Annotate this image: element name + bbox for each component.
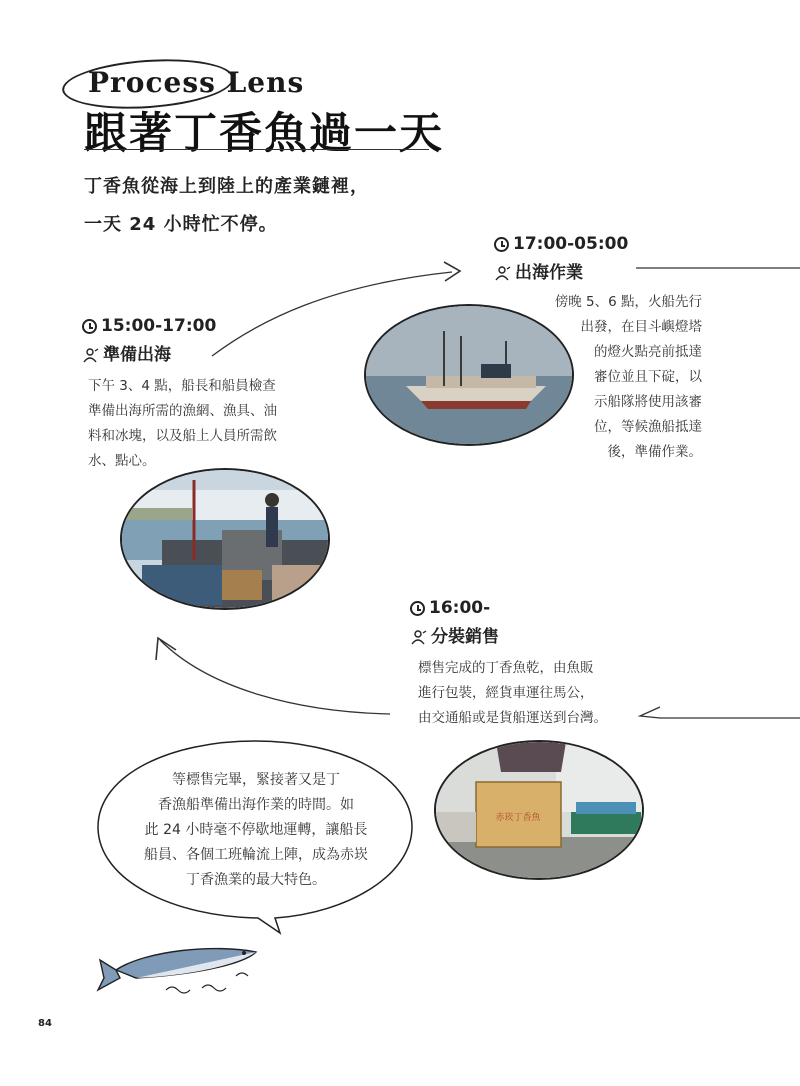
worker-icon <box>494 266 511 281</box>
lead-line-1: 丁香魚從海上到陸上的產業鏈裡， <box>84 176 369 197</box>
step-2-time: 17:00-05:00 <box>494 234 628 254</box>
clock-icon <box>410 601 425 616</box>
step-3-time: 16:00- <box>410 598 490 618</box>
worker-icon <box>410 630 427 645</box>
step-2-text: 傍晚 5、6 點，火船先行 出發，在目斗嶼燈塔 的燈火點亮前抵達 審位並且下碇，以 示船隊將使用該審 位，等候漁船抵達 後，準備作業。 <box>554 294 702 460</box>
step-1-time: 15:00-17:00 <box>82 316 216 336</box>
box-label: 赤崁丁香魚 <box>495 813 541 823</box>
page-title: 跟著丁香魚過一天 <box>84 109 444 159</box>
clock-icon <box>82 319 97 334</box>
fish-illustration <box>96 930 266 1000</box>
section-kicker: Process Lens <box>88 66 305 99</box>
worker-icon <box>82 348 99 363</box>
step-3-stage: 分裝銷售 <box>410 622 499 647</box>
step-1-text: 下午 3、4 點，船長和船員檢查 準備出海所需的漁網、漁具、油 料和冰塊，以及船上人員所需飲 水、點心。 <box>88 378 277 469</box>
step-3-text: 標售完成的丁香魚乾，由魚販 進行包裝，經貨車運往馬公， 由交通船或是貨船運送到台灣。 <box>418 660 607 726</box>
photo-harbor-preparation <box>120 468 330 610</box>
photo-packing-boxes <box>434 740 644 880</box>
page-number: 84 <box>38 1018 52 1029</box>
lead-line-2: 一天 24 小時忙不停。 <box>84 214 278 235</box>
bubble-text: 等標售完畢，緊接著又是丁 香漁船準備出海作業的時間。如 此 24 小時毫不停歇地運轉，讓船長 船員、各個工班輪流上陣，成為赤崁 丁香漁業的最大特色。 <box>144 772 368 888</box>
step-1-stage: 準備出海 <box>82 340 171 365</box>
step-2-stage: 出海作業 <box>494 258 583 283</box>
clock-icon <box>494 237 509 252</box>
